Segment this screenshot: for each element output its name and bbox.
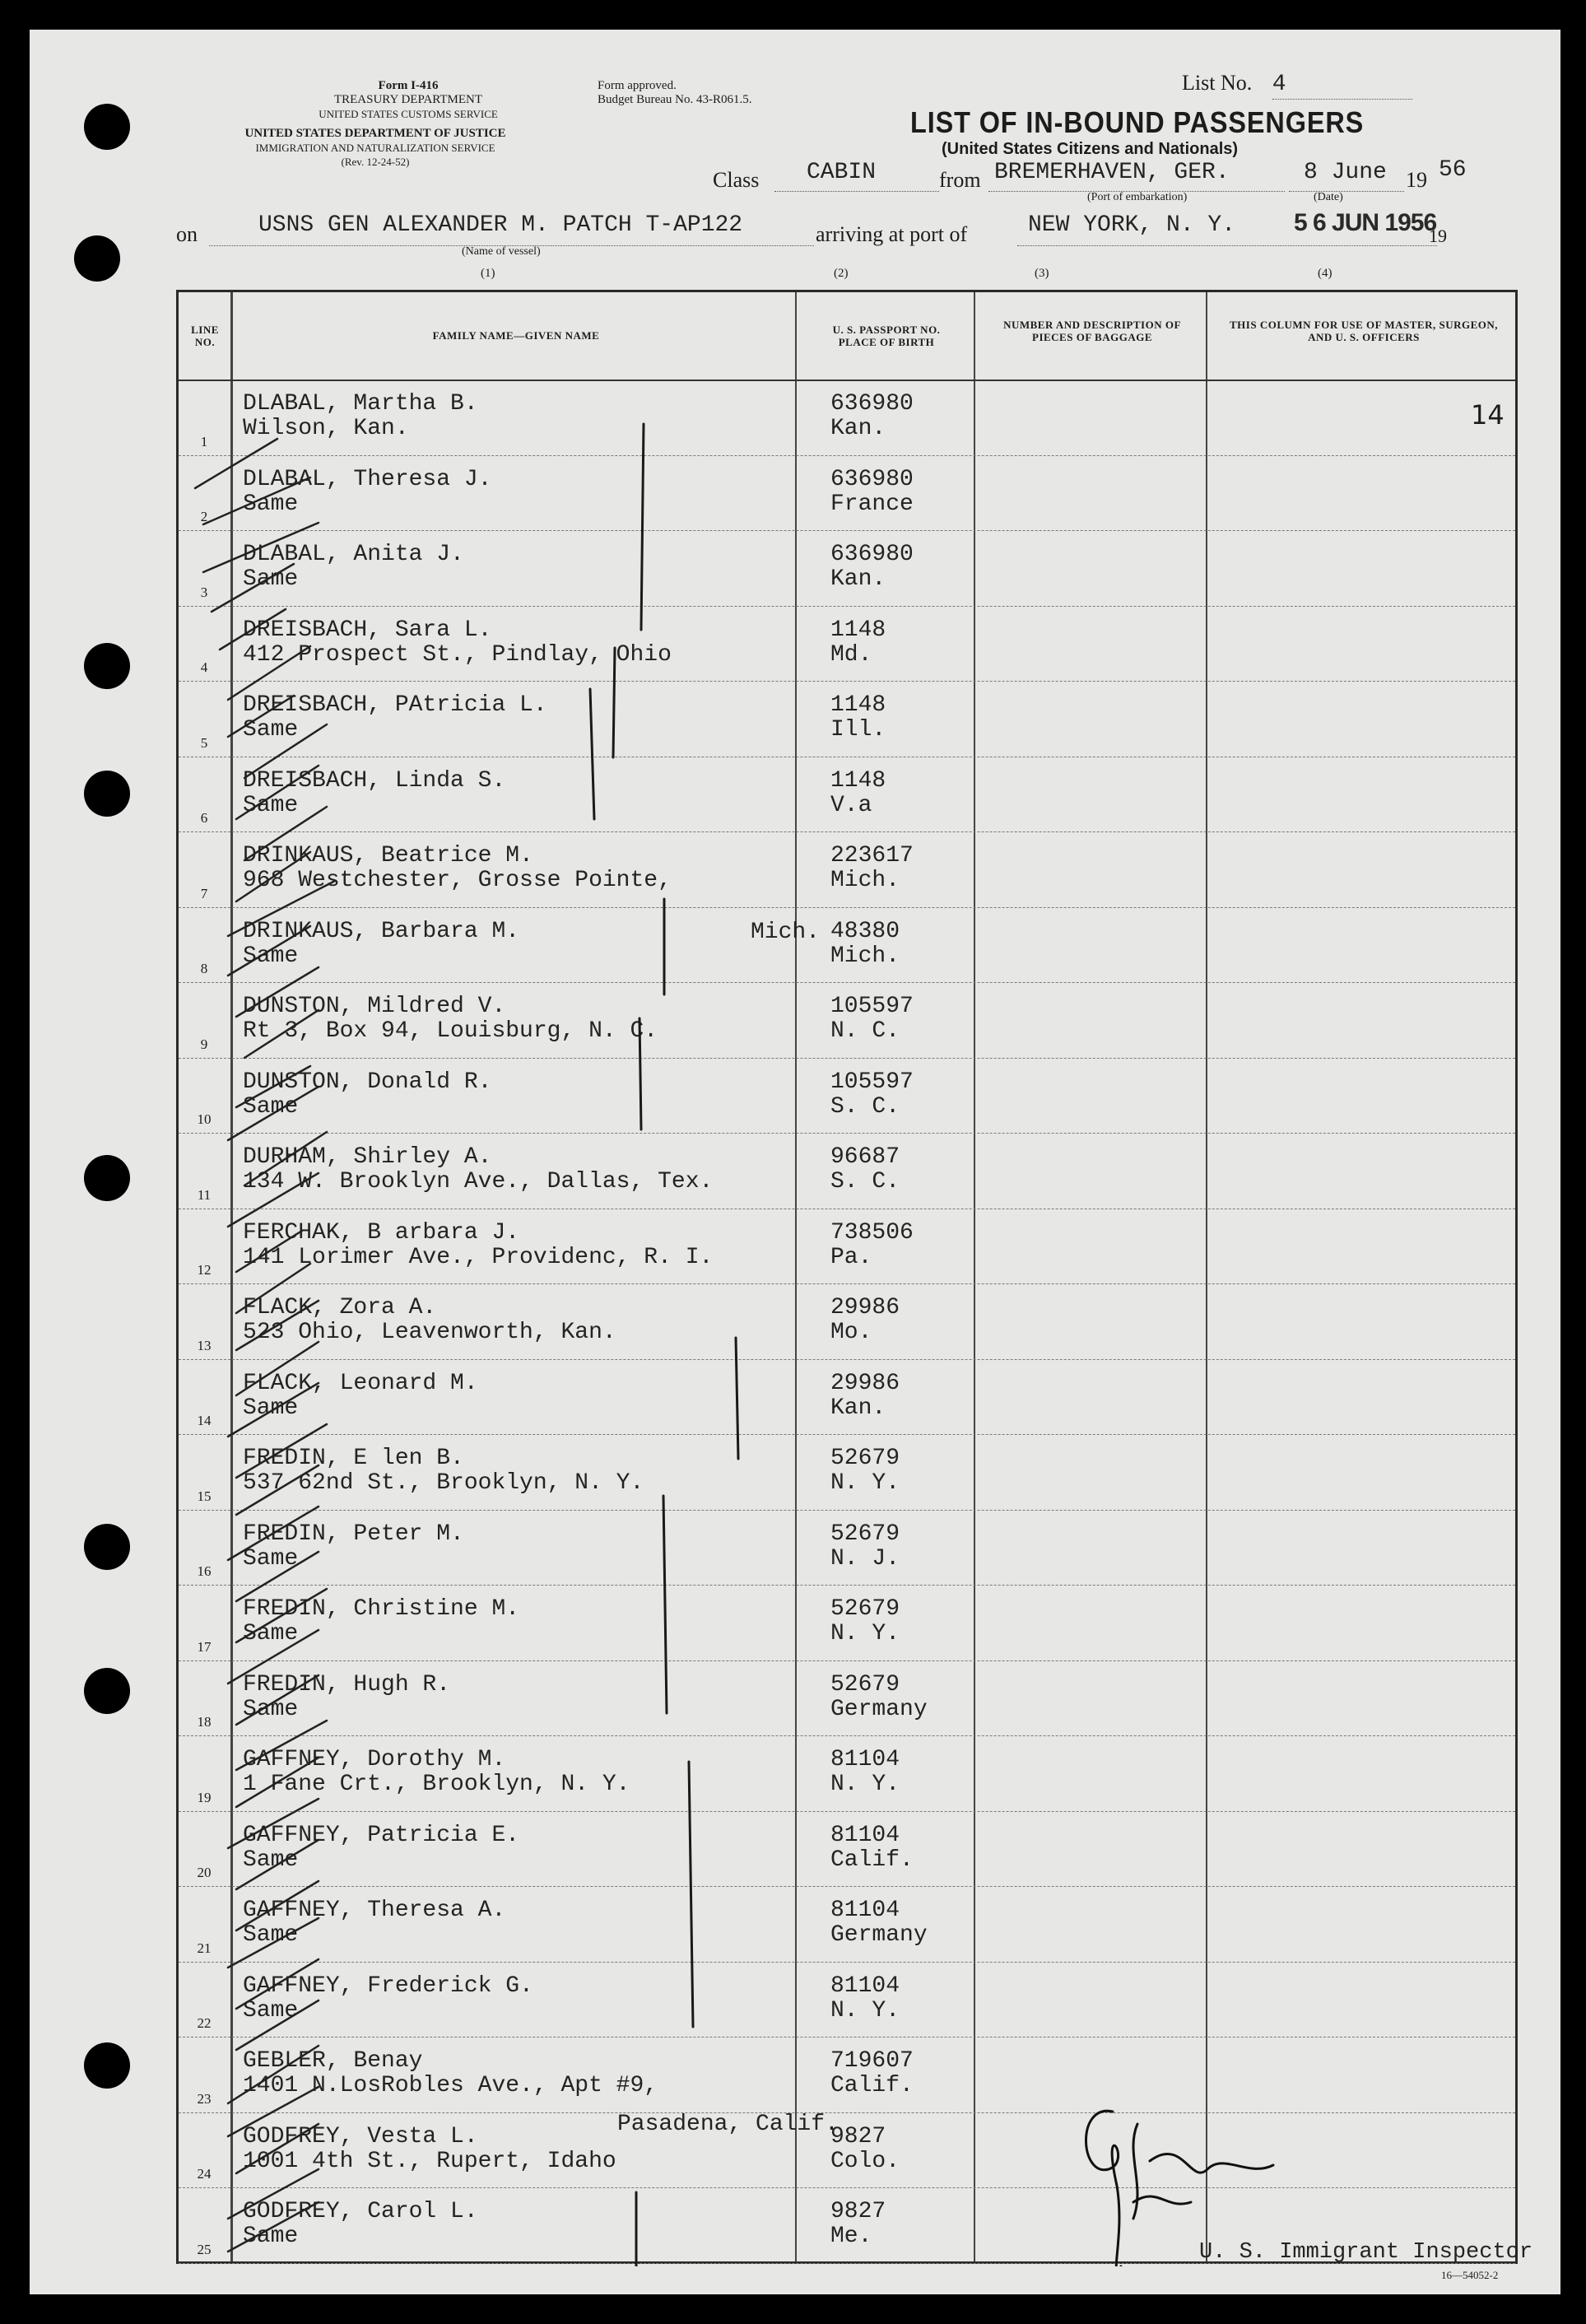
place-of-birth: V.a <box>830 792 872 818</box>
passport-number: 105597 <box>830 1069 914 1095</box>
passenger-address: 1 Fane Crt., Brooklyn, N. Y. <box>243 1772 630 1797</box>
line-number: 4 <box>200 659 208 675</box>
list-number: List No. 4 <box>1182 71 1286 97</box>
passenger-address: 968 Westchester, Grosse Pointe, <box>243 868 672 893</box>
table-row <box>179 907 1515 984</box>
line-number: 22 <box>197 2015 212 2031</box>
passenger-name: DREISBACH, Sara L. <box>243 617 492 643</box>
passport-number: 52679 <box>830 1446 900 1471</box>
passenger-address: Same <box>243 1395 299 1421</box>
line-number: 7 <box>200 885 208 901</box>
line-number: 11 <box>197 1186 212 1203</box>
passenger-name: FLACK, Leonard M. <box>243 1370 478 1396</box>
table-row <box>179 1962 1515 2038</box>
port-of-embarkation: BREMERHAVEN, GER. <box>994 160 1230 185</box>
table-row <box>179 606 1515 682</box>
class-label: Class <box>713 168 760 192</box>
place-of-birth: N. Y. <box>830 1621 900 1646</box>
passenger-table <box>176 290 1533 2265</box>
table-row <box>179 1133 1515 1209</box>
punch-hole <box>74 235 120 282</box>
place-of-birth: Kan. <box>830 566 886 592</box>
passenger-name: FREDIN, Peter M. <box>243 1521 464 1547</box>
passenger-name: FREDIN, Hugh R. <box>243 1671 451 1698</box>
arrival-port: NEW YORK, N. Y. <box>1028 212 1236 238</box>
table-row <box>179 1359 1515 1436</box>
passenger-address: 523 Ohio, Leavenworth, Kan. <box>243 1320 616 1345</box>
table-row <box>179 757 1515 833</box>
table-row <box>179 380 1515 456</box>
passport-number: 9827 <box>830 2123 886 2149</box>
table-row <box>179 1058 1515 1134</box>
place-of-birth: Calif. <box>830 2073 914 2098</box>
punch-hole <box>84 771 130 817</box>
passenger-name: DLABAL, Anita J. <box>243 542 464 567</box>
line-number: 19 <box>197 1789 212 1805</box>
passport-number: 96687 <box>830 1144 900 1170</box>
passenger-name: GODFREY, Vesta L. <box>243 2123 478 2149</box>
line-number: 2 <box>200 509 208 524</box>
table-row <box>179 2112 1515 2189</box>
table-row <box>179 1434 1515 1511</box>
table-row <box>179 1660 1515 1737</box>
place-of-birth: S. C. <box>830 1093 900 1120</box>
place-of-birth: Ill. <box>830 717 886 743</box>
punch-hole <box>84 104 130 150</box>
col-header-officers: THIS COLUMN FOR USE OF MASTER, SURGEON, AND U. S. OFFICERS <box>1230 319 1498 343</box>
on-label: on <box>176 222 198 246</box>
passport-number: 105597 <box>830 994 914 1019</box>
place-of-birth: Kan. <box>830 416 886 441</box>
passenger-address: Same <box>243 1997 299 2024</box>
passport-number: 719607 <box>830 2048 914 2074</box>
punch-hole <box>84 1524 130 1570</box>
passenger-name: DUNSTON, Donald R. <box>243 1069 492 1095</box>
passport-number: 29986 <box>830 1295 900 1320</box>
line-number: 14 <box>197 1413 212 1428</box>
passenger-address: Same <box>243 792 299 818</box>
passport-number: 9827 <box>830 2199 886 2224</box>
passenger-address: Same <box>243 1621 299 1646</box>
vessel-name: USNS GEN ALEXANDER M. PATCH T-AP122 <box>258 212 743 238</box>
place-of-birth: Pa. <box>830 1244 872 1270</box>
passenger-name: DUNSTON, Mildred V. <box>243 994 506 1019</box>
passenger-address: 1001 4th St., Rupert, Idaho <box>243 2148 616 2174</box>
passenger-address: Same <box>243 1847 299 1873</box>
passport-number: 81104 <box>830 1822 900 1848</box>
punch-hole <box>84 2042 130 2089</box>
class-value: CABIN <box>807 160 877 185</box>
passenger-address: Same <box>243 2224 299 2249</box>
line-number: 17 <box>197 1638 212 1655</box>
passport-number: 81104 <box>830 1747 900 1772</box>
passenger-address: Same <box>243 1545 299 1572</box>
table-row <box>179 982 1515 1059</box>
passport-number: 52679 <box>830 1521 900 1547</box>
line-number: 1 <box>200 433 208 449</box>
place-of-birth: Calif. <box>830 1847 914 1873</box>
passport-number: 48380 <box>830 918 900 944</box>
place-of-birth: N. C. <box>830 1018 900 1044</box>
overflow-pasadena: Pasadena, Calif. <box>617 2112 839 2137</box>
place-of-birth: N. Y. <box>830 1470 900 1496</box>
table-row <box>179 831 1515 908</box>
place-of-birth: Kan. <box>830 1395 886 1421</box>
place-of-birth: Mo. <box>830 1320 872 1345</box>
place-of-birth: N. Y. <box>830 1772 900 1797</box>
passport-number: 636980 <box>830 542 914 567</box>
passenger-name: DLABAL, Martha B. <box>243 391 478 417</box>
passenger-name: FREDIN, Christine M. <box>243 1596 520 1622</box>
passenger-address: Same <box>243 943 299 969</box>
passenger-name: FERCHAK, B arbara J. <box>243 1219 520 1246</box>
document-page: Form I-416 TREASURY DEPARTMENT UNITED STATES CUSTOMS SERVICE UNITED STATES DEPARTMENT OF JUSTICE IMMIGRATION AND NATURALIZATION SERVICE (Rev. 12-24-52) Form approved. Budget Bureau No. 43-R061.5. List No. 4 LIST OF IN-BOUND PASSENGERS (United States Citizens and Nationals) Class CABIN from BREMERHAVEN, GER. (Port of embarkation) 8 June (Date) 19 56 on USNS GEN ALEXANDER M. PATCH T-AP122 (Name of vessel) arriving at port of NEW YORK, N. Y. 5 6 JUN 1956 19 (1) (2) (3) (4) LINE NO. FAMILY NAME—GIVEN NAME U. S. PASSPORT NO. PLACE OF BIRTH NUMBER AND DESCRIPTION OF PIECES OF BAGGAGE THIS COLUMN FOR USE OF MASTER, SURGEON, AND U. S. OFFICERS 1 DLABAL, Martha B. Wilson, Kan. 636980 Kan. 14 2 DLABAL, Theresa J. Same 636980 France 3 DLABAL, Anita J. Same 636980 Kan. 4 DREISBACH, Sara L. 412 Prospect St., Pindlay, Ohio 1148 Md. 5 DREISBACH, PAtricia L. Same 1148 Ill. 6 DREISBACH, Linda S. Same 1148 V.a 7 DRINKAUS, Beatrice M. 968 Westchester, Grosse Pointe, 223617 Mich. 8 DRINKAUS, Barbara M. Same 48380 Mich. 9 DUNSTON, Mildred V. Rt 3, Box 94, Louisburg, N. C. 105597 N. C. 10 DUNSTON, Donald R. Same 105597 S. C. 11 DURHAM, Shirley A. 134 W. Brooklyn Ave., Dallas, Tex. 96687 S. C. 12 FERCHAK, B arbara J. 141 Lorimer Ave., Providenc, R. I. 738506 Pa. 13 FLACK, Zora A. 523 Ohio, Leavenworth, Kan. 29986 Mo. 14 FLACK, Leonard M. Same 29986 Kan. 15 FREDIN, E len B. 537 62nd St., Brooklyn, N. Y. 52679 N. Y. 16 FREDIN, Peter M. Same 52679 N. J. 17 FREDIN, Christine M. Same 52679 N. Y. 18 FREDIN, Hugh R. Same 52679 Germany 19 GAFFNEY, Dorothy M. 1 Fane Crt., Brooklyn, N. Y. 81104 N. Y. 20 GAFFNEY, Patricia E. Same 81104 Calif. 21 GAFFNEY, Theresa A. Same 81104 Germany 22 GAFFNEY, Frederick G. Same 81104 N. Y. 23 GEBLER, Benay 1401 N.LosRobles Ave., Apt #9, 719607 Calif. 24 GODFREY, Vesta L. 1001 4th St., Rupert, Idaho 9827 Colo. 25 GODFREY, Carol L. Same 9827 Me. Mich. Pasadena, Calif. U. S. Immigrant Inspector 16—54052-2 <box>30 30 1560 2294</box>
line-number: 9 <box>200 1036 208 1052</box>
from-label: from <box>939 168 981 192</box>
passenger-name: DLABAL, Theresa J. <box>243 466 492 492</box>
place-of-birth: France <box>830 491 914 517</box>
line-number: 8 <box>200 961 208 976</box>
place-of-birth: N. J. <box>830 1545 900 1572</box>
passenger-name: GODFREY, Carol L. <box>243 2199 478 2224</box>
table-row <box>179 1510 1515 1586</box>
passport-number: 223617 <box>830 843 914 869</box>
line-number: 12 <box>197 1262 212 1278</box>
passenger-address: 134 W. Brooklyn Ave., Dallas, Tex. <box>243 1169 714 1195</box>
passenger-address: Same <box>243 1922 299 1948</box>
table-row <box>179 1283 1515 1360</box>
overflow-mich: Mich. <box>751 920 821 945</box>
passenger-address: 141 Lorimer Ave., Providenc, R. I. <box>243 1244 714 1270</box>
table-row <box>179 1886 1515 1963</box>
line-number: 13 <box>197 1337 212 1353</box>
passport-number: 1148 <box>830 617 886 643</box>
passport-number: 636980 <box>830 466 914 492</box>
table-row <box>179 530 1515 607</box>
passenger-name: GAFFNEY, Dorothy M. <box>243 1747 506 1772</box>
page-subtitle: (United States Citizens and Nationals) <box>942 140 1239 158</box>
passenger-address: Same <box>243 1093 299 1120</box>
form-code: 16—54052-2 <box>1441 2269 1499 2281</box>
passenger-address: Same <box>243 1696 299 1722</box>
passenger-address: 537 62nd St., Brooklyn, N. Y. <box>243 1470 644 1496</box>
place-of-birth: Mich. <box>830 943 900 969</box>
line-number: 15 <box>197 1488 212 1504</box>
passport-number: 636980 <box>830 391 914 417</box>
punch-hole <box>84 1668 130 1714</box>
passport-number: 52679 <box>830 1671 900 1698</box>
line-number: 21 <box>197 1940 212 1956</box>
passenger-name: GAFFNEY, Theresa A. <box>243 1898 506 1923</box>
passenger-address: Same <box>243 566 299 592</box>
inspector-signature-line: U. S. Immigrant Inspector <box>1199 2240 1533 2265</box>
page-title: LIST OF IN-BOUND PASSENGERS <box>910 105 1365 139</box>
passport-number: 29986 <box>830 1370 900 1396</box>
officer-note: 14 <box>1471 399 1505 431</box>
passenger-name: FREDIN, E len B. <box>243 1446 464 1471</box>
passenger-name: DRINKAUS, Barbara M. <box>243 918 520 944</box>
passport-number: 81104 <box>830 1898 900 1923</box>
line-number: 20 <box>197 1865 212 1880</box>
passenger-name: DURHAM, Shirley A. <box>243 1144 492 1170</box>
passport-number: 1148 <box>830 692 886 718</box>
form-block: Form I-416 TREASURY DEPARTMENT UNITED STATES CUSTOMS SERVICE <box>319 79 498 120</box>
approval-block: Form approved. Budget Bureau No. 43-R061.5. <box>598 79 752 106</box>
passenger-address: 1401 N.LosRobles Ave., Apt #9, <box>243 2073 658 2098</box>
place-of-birth: Md. <box>830 641 872 668</box>
table-row <box>179 1585 1515 1661</box>
passenger-name: DRINKAUS, Beatrice M. <box>243 843 533 869</box>
place-of-birth: S. C. <box>830 1169 900 1195</box>
table-row <box>179 1735 1515 1812</box>
embarkation-date: 8 June <box>1304 160 1387 185</box>
place-of-birth: Me. <box>830 2224 872 2249</box>
table-row <box>179 455 1515 532</box>
table-row <box>179 1811 1515 1888</box>
passenger-address: 412 Prospect St., Pindlay, Ohio <box>243 641 672 668</box>
place-of-birth: Mich. <box>830 868 900 893</box>
passenger-address: Wilson, Kan. <box>243 416 409 441</box>
embarkation-year: 56 <box>1439 157 1467 183</box>
table-row <box>179 2037 1515 2113</box>
line-number: 10 <box>197 1111 212 1127</box>
line-number: 23 <box>197 2090 212 2107</box>
table-row <box>179 681 1515 757</box>
line-number: 3 <box>200 584 208 600</box>
punch-hole <box>84 643 130 689</box>
justice-block: UNITED STATES DEPARTMENT OF JUSTICE IMMIGRATION AND NATURALIZATION SERVICE (Rev. 12-24-52) <box>244 127 506 168</box>
passport-number: 52679 <box>830 1596 900 1622</box>
col-header-name: FAMILY NAME—GIVEN NAME <box>432 329 600 342</box>
col-header-passport: U. S. PASSPORT NO. PLACE OF BIRTH <box>832 324 941 348</box>
passport-number: 81104 <box>830 1972 900 1999</box>
arrival-date-stamp: 5 6 JUN 1956 <box>1294 209 1437 236</box>
place-of-birth: Germany <box>830 1696 928 1722</box>
passenger-name: DREISBACH, Linda S. <box>243 767 506 794</box>
col-header-line-no: LINE NO. <box>191 324 219 348</box>
arriving-label: arriving at port of <box>816 222 968 246</box>
passenger-address: Same <box>243 491 299 517</box>
passenger-name: FLACK, Zora A. <box>243 1295 437 1320</box>
punch-hole <box>84 1155 130 1201</box>
passenger-address: Rt 3, Box 94, Louisburg, N. C. <box>243 1018 658 1044</box>
place-of-birth: Colo. <box>830 2148 900 2174</box>
passenger-name: GEBLER, Benay <box>243 2048 423 2074</box>
line-number: 25 <box>197 2241 212 2257</box>
passport-number: 1148 <box>830 767 886 794</box>
line-number: 5 <box>200 734 208 751</box>
line-number: 16 <box>197 1563 212 1579</box>
passenger-name: DREISBACH, PAtricia L. <box>243 692 547 718</box>
passenger-address: Same <box>243 717 299 743</box>
line-number: 18 <box>197 1714 212 1730</box>
passenger-name: GAFFNEY, Frederick G. <box>243 1972 533 1999</box>
table-row <box>179 1209 1515 1285</box>
place-of-birth: N. Y. <box>830 1997 900 2024</box>
line-number: 6 <box>200 810 208 826</box>
col-header-baggage: NUMBER AND DESCRIPTION OF PIECES OF BAGGAGE <box>1003 319 1181 343</box>
place-of-birth: Germany <box>830 1922 928 1948</box>
line-number: 24 <box>197 2166 212 2182</box>
passenger-name: GAFFNEY, Patricia E. <box>243 1822 520 1848</box>
passport-number: 738506 <box>830 1219 914 1246</box>
